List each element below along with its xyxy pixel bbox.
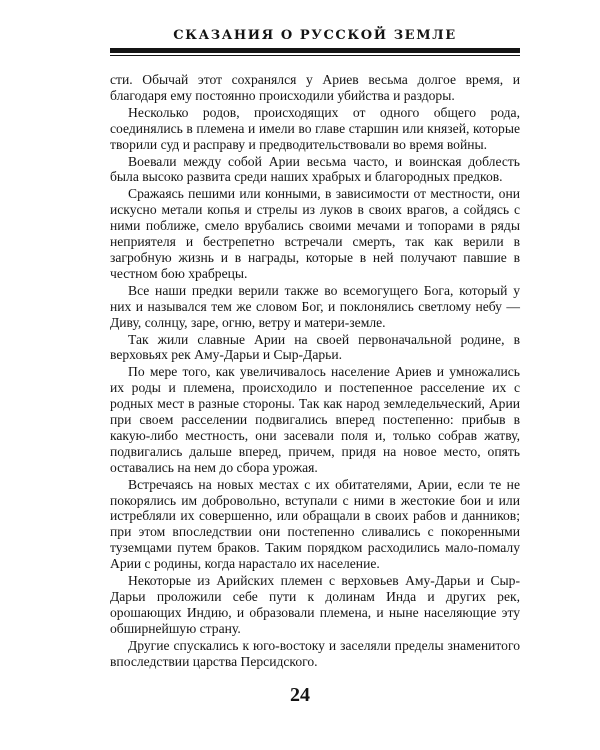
header-rule-thin xyxy=(110,55,520,56)
page-number: 24 xyxy=(290,684,310,706)
paragraph: По мере того, как увеличивалось население Ариев и умножались их роды и племена, происходило и постепенное расселение их с родных мест в разные стороны. Так как народ земледельческий, Арии при своем расселении подвигались вперед постепенно: прибыв в какую-либо местность, они засевали поля и, только собрав жатву, подвигались дальше вперед, причем, придя на новое место, опять оставались на нем до сбора урожая. xyxy=(110,364,520,475)
paragraph-continued: сти. Обычай этот сохранялся у Ариев весьма долгое время, и благодаря ему постоянно происходили убийства и раздоры. xyxy=(110,72,520,103)
paragraph: Встречаясь на новых местах с их обитателями, Арии, если те не покорялись им добровольно, вступали с ними в жестокие бои и или истребляли их совершенно, или обращали в своих рабов и данников; при этом впоследствии они постепенно сливались с покоренными туземцами путем браков. Таким порядком расходились мало-помалу Арии с родины, когда нарастало их население. xyxy=(110,476,520,572)
header-rule-thick xyxy=(110,48,520,53)
paragraph: Так жили славные Арии на своей первоначальной родине, в верховьях рек Аму-Дарьи и Сыр-Дарьи. xyxy=(110,331,520,363)
paragraph: Несколько родов, происходящих от одного общего рода, соединялись в племена и имели во главе старшин или князей, которые творили суд и расправу и предводительствовали во время войны. xyxy=(110,104,520,152)
paragraph: Некоторые из Арийских племен с верховьев Аму-Дарьи и Сыр-Дарьи проложили себе пути к долинам Инда и других рек, орошающих Индию, и образовали племена, и ныне населяющие эту обширнейшую страну. xyxy=(110,573,520,636)
running-title: СКАЗАНИЯ О РУССКОЙ ЗЕМЛЕ xyxy=(173,28,457,43)
page-header xyxy=(110,28,520,56)
paragraph: Воевали между собой Арии весьма часто, и воинская доблесть была высоко развита среди наших храбрых и благородных предков. xyxy=(110,153,520,185)
paragraph: Все наши предки верили также во всемогущего Бога, который у них и назывался тем же словом Бог, и поклонялись светлому небу — Диву, солнцу, заре, огню, ветру и матери-земле. xyxy=(110,282,520,330)
body-text xyxy=(110,72,520,671)
paragraph: Другие спускались к юго-востоку и заселяли пределы знаменитого впоследствии царства Персидского. xyxy=(110,637,520,669)
paragraph: Сражаясь пешими или конными, в зависимости от местности, они искусно метали копья и стрелы из луков в своих врагов, а сойдясь с ними поближе, смело врубались своими мечами и топорами в ряды неприятеля и бестрепетно встречали смерть, так как верили в загробную жизнь и в награды, которые в ней получают павшие в честном бою храбрецы. xyxy=(110,186,520,281)
